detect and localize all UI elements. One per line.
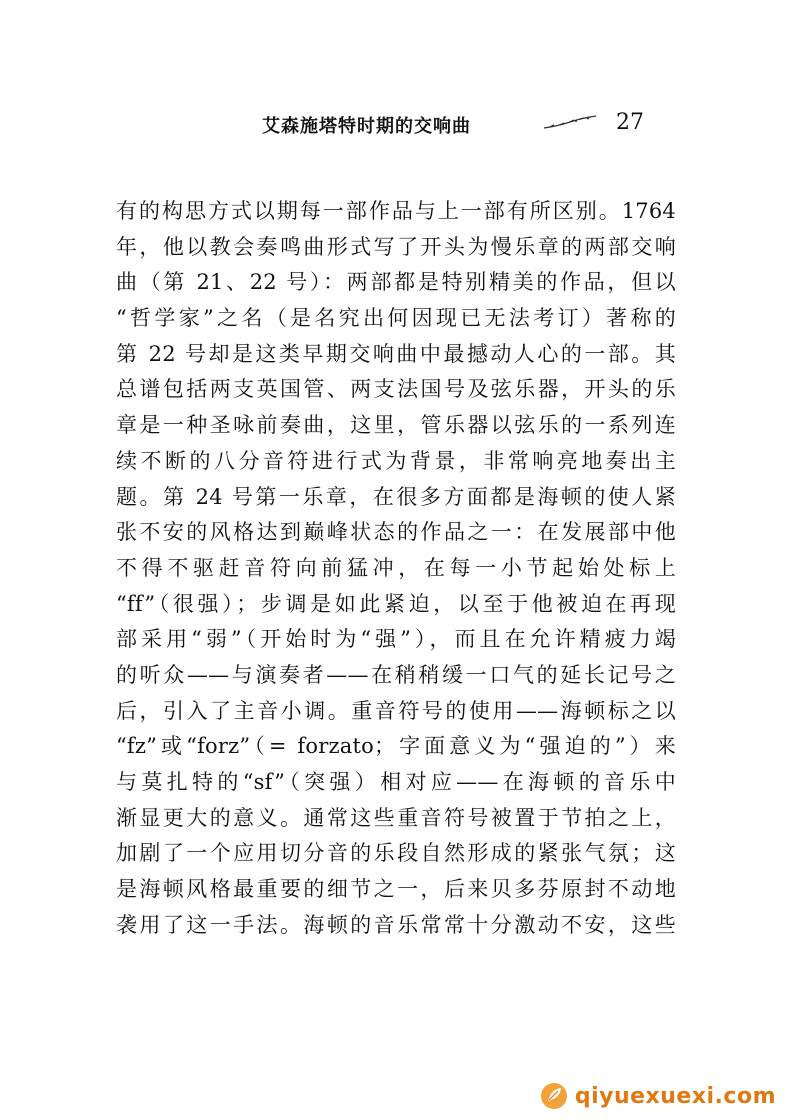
text-line: 章是一种圣咏前奏曲，这里，管乐器以弦乐的一系列连	[116, 413, 676, 438]
text-line: 部采用“弱”（开始时为“强”），而且在允许精疲力竭	[116, 627, 676, 652]
site-watermark	[539, 1080, 776, 1112]
text-line: 是海顿风格最重要的细节之一，后来贝多芬原封不动地	[116, 877, 676, 902]
text-line: 加剧了一个应用切分音的乐段自然形成的紧张气氛；这	[116, 841, 676, 866]
text-line: 有的构思方式以期每一部作品与上一部有所区别。1764	[116, 199, 676, 223]
text-line: 曲（第 21、22 号）：两部都是特别精美的作品，但以	[116, 270, 676, 295]
text-line: 后，引入了主音小调。重音符号的使用——海顿标之以	[116, 698, 676, 723]
page-header	[0, 112, 794, 142]
text-line: 的听众——与演奏者——在稍稍缓一口气的延长记号之	[116, 662, 676, 687]
text-line: 年，他以教会奏鸣曲形式写了开头为慢乐章的两部交响	[116, 234, 676, 259]
text-line: 第 22 号却是这类早期交响曲中最撼动人心的一部。其	[116, 341, 676, 366]
text-line: “fz”或“forz”（= forzato；字面意义为“强迫的”）来	[116, 734, 676, 759]
text-line: “ff”（很强）；步调是如此紧迫，以至于他被迫在再现	[116, 591, 676, 616]
text-line: 不得不驱赶音符向前猛冲，在每一小节起始处标上	[116, 555, 676, 580]
running-title: 艾森施塔特时期的交响曲	[262, 116, 471, 137]
text-line: 题。第 24 号第一乐章，在很多方面都是海顿的使人紧	[116, 484, 676, 509]
watermark-text: qiyuexuexi.com	[574, 1083, 776, 1109]
text-line: 渐显更大的意义。通常这些重音符号被置于节拍之上，	[116, 805, 676, 830]
text-line: 张不安的风格达到巅峰状态的作品之一：在发展部中他	[116, 520, 676, 545]
body-paragraph	[116, 194, 676, 943]
page-number: 27	[616, 110, 644, 135]
text-line: 袭用了这一手法。海顿的音乐常常十分激动不安，这些	[116, 912, 676, 937]
ornament-icon	[540, 114, 600, 134]
leaf-logo-icon	[539, 1081, 569, 1111]
text-line: 总谱包括两支英国管、两支法国号及弦乐器，开头的乐	[116, 377, 676, 402]
text-line: 与莫扎特的“sf”（突强）相对应——在海顿的音乐中	[116, 770, 676, 794]
text-line: “哲学家”之名（是名究出何因现已无法考订）著称的	[116, 306, 676, 331]
text-line: 续不断的八分音符进行式为背景，非常响亮地奏出主	[116, 448, 676, 473]
